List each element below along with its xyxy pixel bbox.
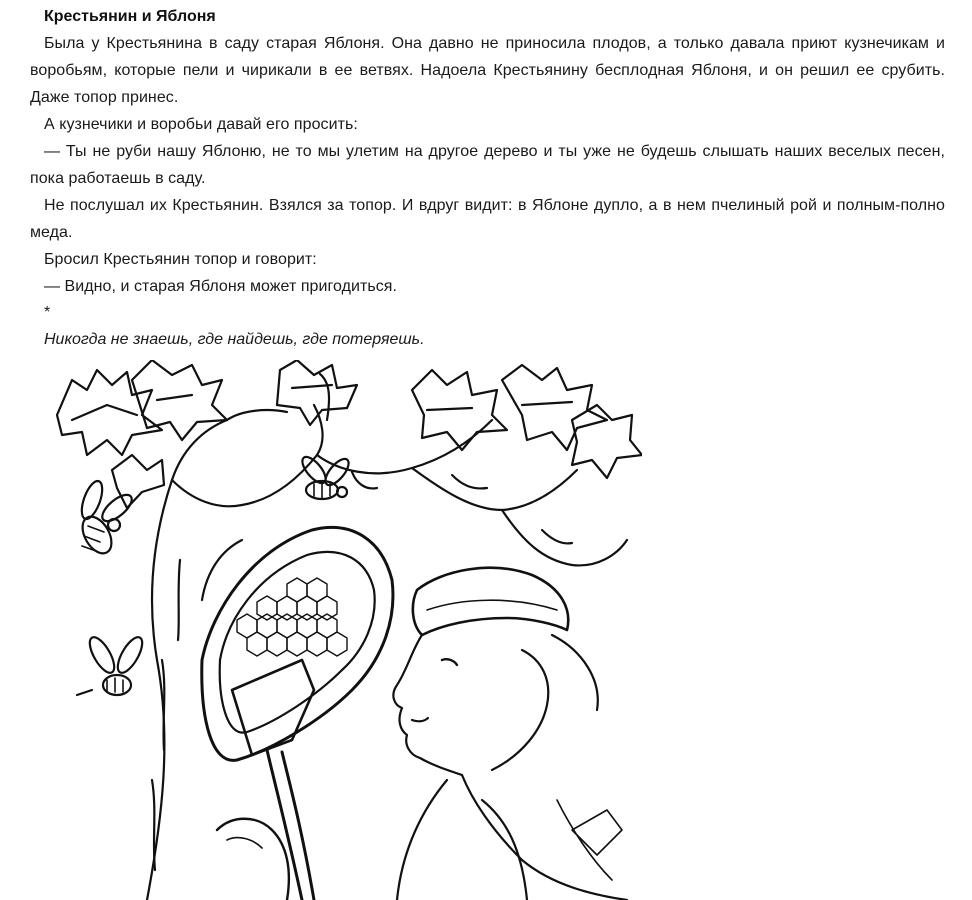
story-paragraph-5: Бросил Крестьянин топор и говорит: bbox=[44, 251, 317, 268]
bee-icon bbox=[77, 478, 136, 558]
story-moral: Никогда не знаешь, где найдешь, где потеряешь. bbox=[44, 331, 425, 348]
story-article bbox=[30, 4, 945, 353]
story-paragraph-2: А кузнечики и воробьи давай его просить: bbox=[44, 116, 358, 133]
story-paragraph-4: Не послушал их Крестьянин. Взялся за топор. И вдруг видит: в Яблоне дупло, а в нем пчелиный рой и полным-полно меда. bbox=[30, 197, 945, 241]
bee-icon bbox=[77, 634, 147, 695]
story-paragraph-1: Была у Крестьянина в саду старая Яблоня. Она давно не приносила плодов, а только давала приют кузнечикам и воробьям, которые пели и чирикали в ее ветвях. Надоела Крестьянину бесплодная Яблоня, и он решил ее срубить. Даже топор принес. bbox=[30, 35, 945, 106]
story-paragraph-3: — Ты не руби нашу Яблоню, не то мы улетим на другое дерево и ты уже не будешь слышать наших веселых песен, пока работаешь в саду. bbox=[30, 143, 945, 187]
peasant-figure bbox=[393, 568, 627, 900]
story-title: Крестьянин и Яблоня bbox=[44, 8, 216, 25]
leaf-icon bbox=[57, 360, 642, 508]
peasant-apple-tree-illustration bbox=[52, 360, 642, 900]
axe-icon bbox=[217, 660, 314, 900]
section-separator: * bbox=[44, 304, 51, 321]
story-paragraph-6: — Видно, и старая Яблоня может пригодиться. bbox=[44, 278, 398, 295]
